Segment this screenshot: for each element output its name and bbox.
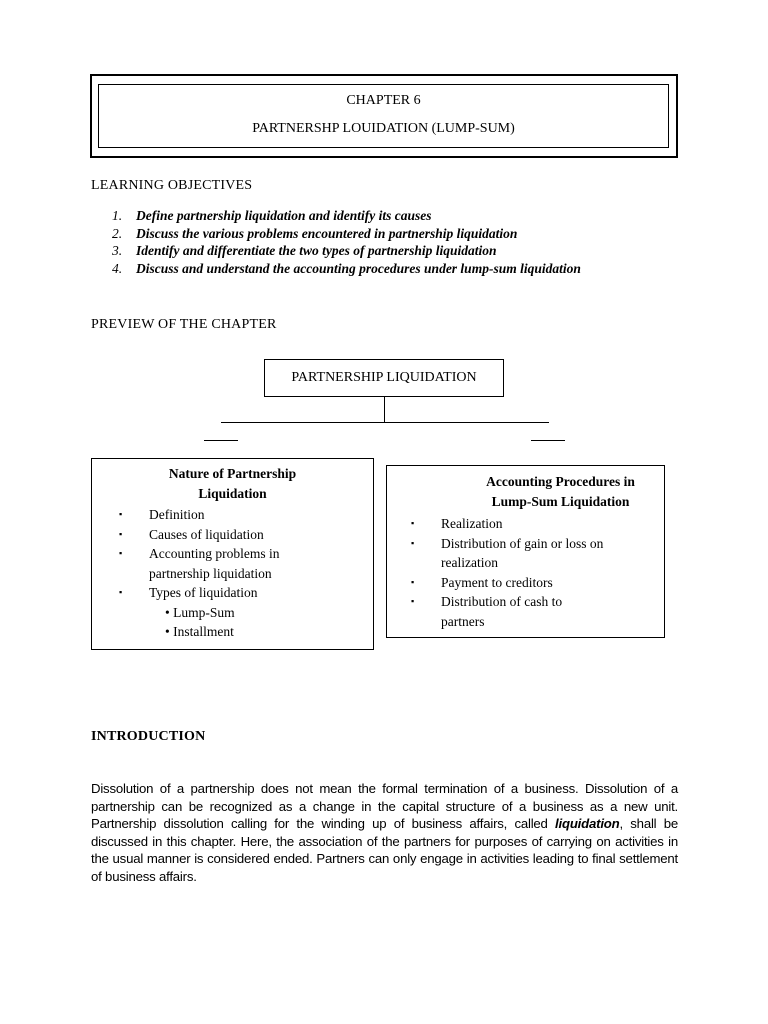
chapter-number: CHAPTER 6 — [346, 93, 421, 108]
diagram-node-nature — [91, 458, 374, 650]
list-item: ▪ Causes of liquidation — [119, 526, 264, 542]
list-item: ▪ Realization — [411, 516, 503, 531]
connector-right-stub — [531, 440, 565, 441]
list-item: ▪ Distribution of gain or loss on — [411, 535, 604, 551]
connector-vertical — [384, 396, 385, 423]
keyword-liquidation: liquidation — [555, 816, 620, 832]
list-item: partners — [441, 613, 485, 629]
objective-item: 2. Discuss the various problems encountered in partnership liquidation — [112, 225, 518, 241]
list-item: realization — [441, 555, 498, 570]
learning-objectives-list — [112, 207, 581, 277]
node-title: Nature of Partnership Liquidation — [168, 466, 297, 501]
objective-item: 1. Define partnership liquidation and identify its causes — [112, 208, 432, 223]
objective-item: 4. Discuss and understand the accounting procedures under lump-sum liquidation — [112, 260, 581, 276]
learning-objectives-heading: LEARNING OBJECTIVES — [91, 178, 253, 193]
chapter-header-inner-box — [98, 84, 669, 148]
list-item: ▪ Types of liquidation — [119, 585, 258, 600]
chapter-title: PARTNERSHP LOUIDATION (LUMP-SUM) — [252, 121, 515, 136]
list-item: ▪ Accounting problems in — [119, 546, 280, 561]
diagram-root-label: PARTNERSHIP LIQUIDATION — [291, 370, 477, 385]
list-item: ▪ Distribution of cash to — [411, 594, 563, 609]
list-item: ▪ Definition — [119, 507, 205, 522]
list-subitem: • Installment — [165, 624, 234, 639]
diagram-node-procedures — [386, 465, 665, 638]
list-item: ▪ Payment to creditors — [411, 574, 553, 590]
connector-horizontal — [221, 422, 549, 423]
objective-item: 3. Identify and differentiate the two types of partnership liquidation — [112, 243, 497, 259]
list-item: partnership liquidation — [149, 565, 272, 581]
node-item-list — [411, 514, 664, 631]
node-title: Accounting Procedures in Lump-Sum Liquidation — [486, 474, 635, 509]
connector-left-stub — [204, 440, 238, 441]
node-item-list — [119, 505, 373, 642]
introduction-paragraph: Dissolution of a partnership does not mean the formal termination of a business. Dissolution of a partnership can be recognized as a change in the capital structure of a business as a new unit. Partnership dissolution calling for the winding up of business affairs, called liquidation, shall be discussed in this chapter. Here, the association of the partners for purposes of carrying on activities in the usual manner is considered ended. Partners can only engage in activities leading to final settlement of business affairs. — [91, 781, 678, 884]
preview-heading: PREVIEW OF THE CHAPTER — [91, 317, 277, 332]
introduction-heading: INTRODUCTION — [91, 729, 206, 744]
list-subitem: • Lump-Sum — [165, 604, 235, 620]
diagram-root-node — [264, 359, 504, 397]
